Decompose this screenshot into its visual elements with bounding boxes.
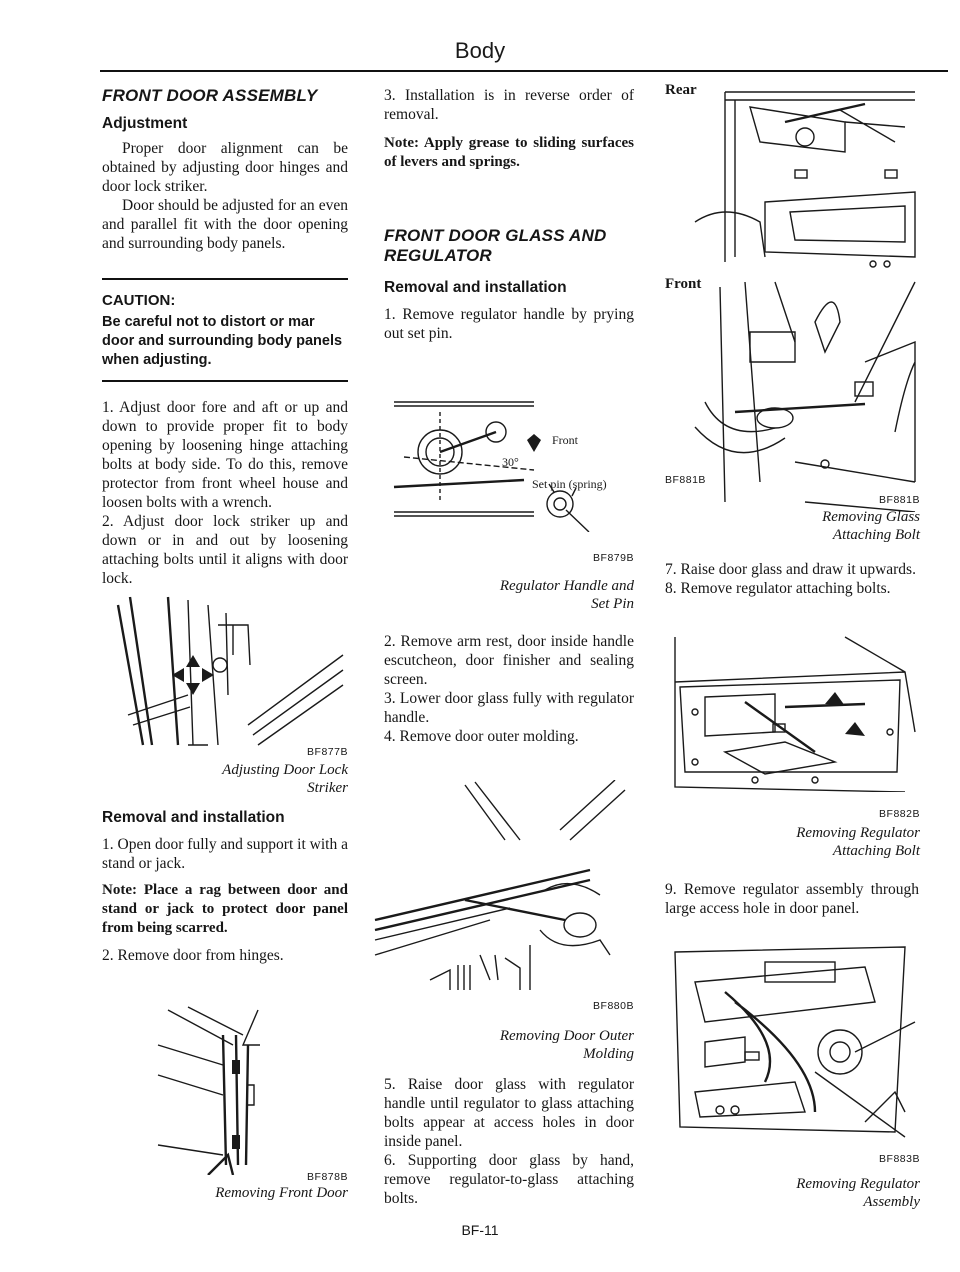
section-title-front-door-assembly: FRONT DOOR ASSEMBLY	[102, 86, 318, 105]
figure-adjusting-door-lock-striker	[108, 595, 348, 755]
glass-step-2: 2. Remove arm rest, door inside handle escutcheon, door finisher and sealing screen.	[384, 633, 634, 688]
figure-code-bf881b-left: BF881B	[665, 474, 706, 486]
figure-code-bf883b: BF883B	[879, 1153, 920, 1165]
label-rear: Rear	[665, 82, 697, 98]
bolt-arrow-icon-1	[825, 692, 845, 706]
figure-code-bf877b: BF877B	[307, 746, 348, 758]
heading-removal-installation-door: Removal and installation	[102, 809, 285, 826]
heading-removal-installation-glass: Removal and installation	[384, 279, 567, 296]
figure-caption-regulator-handle: Regulator Handle and Set Pin	[499, 578, 634, 612]
adjust-arrow-down	[186, 683, 200, 695]
removal-step-2: 2. Remove door from hinges.	[102, 947, 284, 964]
figure-removing-front-door	[148, 1005, 298, 1175]
step-1-adjust-door: 1. Adjust door fore and aft or up and down to provide proper fit to body opening by loosening hinge attaching bolts at body side. To do this, remove protector from front wheel house and loosen bolts with a wrench.	[102, 399, 348, 511]
paragraph-adjustment-1: Proper door alignment can be obtained by adjusting door hinges and door lock striker.	[102, 140, 348, 195]
middle-section-glass-regulator	[384, 226, 634, 343]
left-removal-section	[102, 808, 348, 965]
label-angle: 30°	[502, 455, 519, 469]
glass-step-1: 1. Remove regulator handle by prying out set pin.	[384, 306, 634, 342]
figure-removing-glass-attaching-bolt	[665, 82, 919, 512]
figure-regulator-handle-set-pin	[384, 392, 634, 532]
section-title-glass-regulator-line1: FRONT DOOR GLASS AND	[384, 226, 607, 245]
figure-removing-door-outer-molding	[370, 780, 630, 990]
page-number: BF-11	[461, 1222, 499, 1238]
figure-code-bf881b: BF881B	[879, 494, 920, 506]
page-header-title: Body	[454, 38, 506, 63]
note-grease: Note: Apply grease to sliding surfaces of levers and springs.	[384, 135, 634, 170]
glass-step-6: 6. Supporting door glass by hand, remove regulator-to-glass attaching bolts.	[384, 1152, 634, 1207]
glass-step-4: 4. Remove door outer molding.	[384, 728, 579, 745]
label-front: Front	[552, 433, 579, 447]
glass-step-8: 8. Remove regulator attaching bolts.	[665, 580, 891, 597]
figure-code-bf882b: BF882B	[879, 808, 920, 820]
adjustment-steps	[102, 398, 348, 588]
bolt-arrow-icon-2	[845, 722, 865, 736]
figure-removing-regulator-assembly	[665, 942, 919, 1142]
figure-code-bf879b: BF879B	[593, 552, 634, 564]
caution-text: Be careful not to distort or mar door and surrounding body panels when adjusting.	[102, 314, 343, 368]
paragraph-adjustment-2: Door should be adjusted for an even and parallel fit with the door opening and surrounding body panels.	[102, 197, 348, 252]
glass-step-3: 3. Lower door glass fully with regulator handle.	[384, 690, 634, 726]
figure-caption-removing-regulator-assembly: Removing Regulator Assembly	[796, 1176, 920, 1210]
figure-caption-removing-glass-attaching-bolt: Removing Glass Attaching Bolt	[822, 509, 920, 543]
caution-box	[102, 278, 348, 382]
middle-steps-5-6	[384, 1075, 634, 1208]
removal-step-1: 1. Open door fully and support it with a stand or jack.	[102, 836, 348, 872]
figure-caption-removing-regulator-attaching-bolt: Removing Regulator Attaching Bolt	[796, 825, 920, 859]
label-set-pin: Set pin (spring)	[532, 477, 607, 491]
middle-column-top	[384, 86, 634, 172]
middle-steps-2-4	[384, 632, 634, 746]
caution-title: CAUTION:	[102, 292, 176, 309]
glass-step-9: 9. Remove regulator assembly through large access hole in door panel.	[665, 881, 919, 917]
figure-removing-regulator-attaching-bolt	[665, 632, 919, 792]
left-column	[102, 86, 348, 253]
figure-code-bf880b: BF880B	[593, 1000, 634, 1012]
heading-adjustment: Adjustment	[102, 115, 188, 132]
step-2-adjust-striker: 2. Adjust door lock striker up and down or in and out by loosening attaching bolts until it aligns with door lock.	[102, 513, 348, 587]
removal-note: Note: Place a rag between door and stand or jack to protect door panel from being scarred.	[102, 882, 348, 936]
label-front: Front	[665, 276, 702, 292]
section-title-glass-regulator-line2: REGULATOR	[384, 246, 492, 265]
glass-step-5: 5. Raise door glass with regulator handle until regulator to glass attaching bolts appear at access holes in door inside panel.	[384, 1076, 634, 1150]
figure-caption-removing-front-door: Removing Front Door	[215, 1185, 348, 1201]
right-steps-7-8	[665, 560, 919, 598]
glass-step-7: 7. Raise door glass and draw it upwards.	[665, 561, 916, 578]
step-3-installation: 3. Installation is in reverse order of removal.	[384, 87, 634, 123]
figure-caption-removing-door-outer-molding: Removing Door Outer Molding	[499, 1028, 634, 1062]
header-rule	[100, 70, 948, 72]
figure-caption-adjusting-door-lock-striker: Adjusting Door Lock Striker	[222, 762, 348, 796]
right-step-9	[665, 880, 919, 918]
adjust-arrow-up	[186, 655, 200, 667]
front-arrow-icon	[527, 434, 541, 452]
figure-code-bf878b: BF878B	[307, 1171, 348, 1183]
